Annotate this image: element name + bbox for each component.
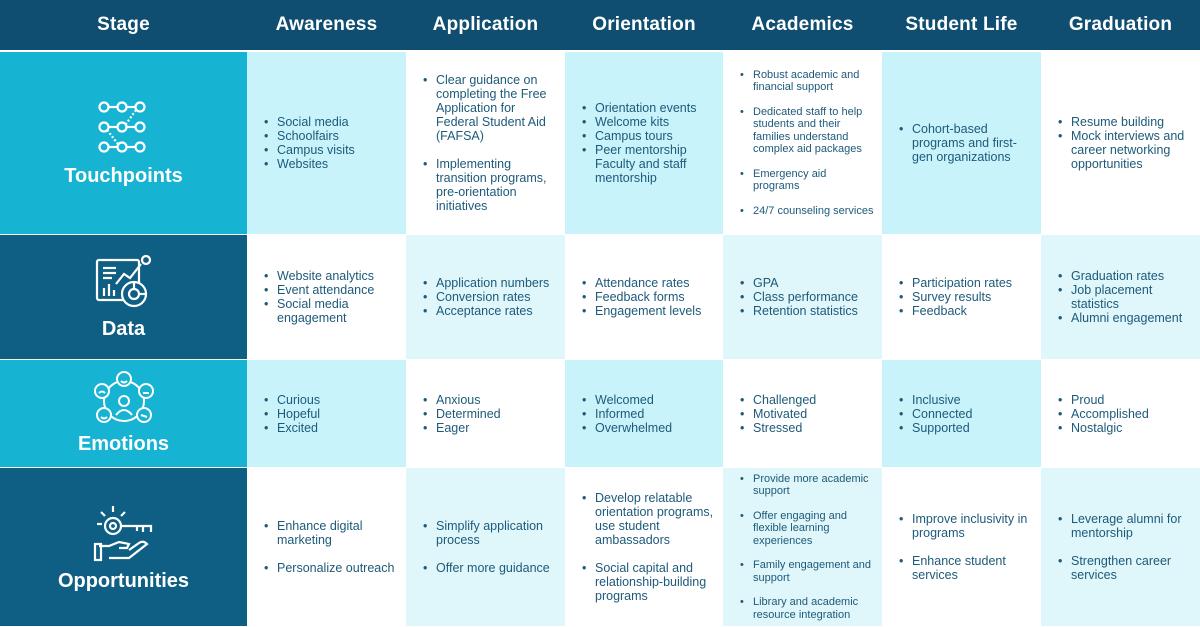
list-item: • Provide more academic support <box>753 473 874 498</box>
bullet-list <box>261 393 320 435</box>
list-item: • Acceptance rates <box>436 304 549 318</box>
cell-data-application <box>406 235 565 360</box>
bullet-list <box>261 519 398 575</box>
list-item: • Implementing transition programs, pre-orientation initiatives <box>436 157 557 213</box>
list-item: • Offer engaging and flexible learning experiences <box>753 510 874 548</box>
bullet-list <box>261 115 355 171</box>
cell-touchpoints-orientation <box>565 52 723 235</box>
cell-touchpoints-awareness <box>247 52 406 235</box>
bullet-list <box>896 393 972 435</box>
row-label: Opportunities <box>57 569 190 592</box>
cell-touchpoints-student-life <box>882 52 1041 235</box>
bullet-list <box>420 393 501 435</box>
cell-emotions-awareness <box>247 360 406 468</box>
bullet-list <box>737 69 874 218</box>
list-item: • Social capital and relationship-building programs <box>595 561 715 603</box>
cell-opportunities-awareness <box>247 468 406 627</box>
bullet-list <box>896 122 1033 164</box>
stage-header-graduation: Graduation <box>1041 0 1200 52</box>
list-item: • Social media <box>277 115 355 129</box>
stage-header-application: Application <box>406 0 565 52</box>
list-item: • Conversion rates <box>436 290 549 304</box>
stage-header: Stage <box>0 0 247 52</box>
list-item: • Welcome kits <box>595 115 715 129</box>
cell-opportunities-student-life <box>882 468 1041 627</box>
list-item: • Mock interviews and career networking opportunities <box>1071 129 1192 171</box>
list-item: • Improve inclusivity in programs <box>912 512 1033 540</box>
list-item: • Offer more guidance <box>436 561 557 575</box>
list-item: • Motivated <box>753 407 816 421</box>
list-item: • Peer mentorship Faculty and staff mentorship <box>595 143 715 185</box>
list-item: • Orientation events <box>595 101 715 115</box>
row-label: Emotions <box>77 433 170 455</box>
list-item: • Nostalgic <box>1071 421 1149 435</box>
hand-key-icon <box>93 502 155 562</box>
list-item: • Family engagement and support <box>753 559 874 584</box>
list-item: • Engagement levels <box>595 304 701 318</box>
cell-data-student-life <box>882 235 1041 360</box>
list-item: • Enhance digital marketing <box>277 519 398 547</box>
list-item: • Website analytics <box>277 269 398 283</box>
list-item: • Accomplished <box>1071 407 1149 421</box>
stage-header-orientation: Orientation <box>565 0 723 52</box>
list-item: • Challenged <box>753 393 816 407</box>
list-item: • Feedback <box>912 304 1012 318</box>
cell-emotions-application <box>406 360 565 468</box>
bullet-list <box>261 269 398 325</box>
list-item: • Anxious <box>436 393 501 407</box>
stage-header-awareness: Awareness <box>247 0 406 52</box>
list-item: • Welcomed <box>595 393 672 407</box>
list-item: • Stressed <box>753 421 816 435</box>
list-item: • Strengthen career services <box>1071 554 1192 582</box>
list-item: • Cohort-based programs and first-gen organizations <box>912 122 1033 164</box>
list-item: • Enhance student services <box>912 554 1033 582</box>
list-item: • Robust academic and financial support <box>753 69 874 94</box>
list-item: • Connected <box>912 407 972 421</box>
cell-opportunities-application <box>406 468 565 627</box>
bullet-list <box>896 512 1033 582</box>
list-item: • Campus visits <box>277 143 355 157</box>
list-item: • Application numbers <box>436 276 549 290</box>
row-header-data <box>0 235 247 360</box>
cell-emotions-academics <box>723 360 882 468</box>
cell-emotions-orientation <box>565 360 723 468</box>
list-item: • Dedicated staff to help students and their families understand complex aid packages <box>753 106 874 156</box>
row-header-opportunities <box>0 468 247 627</box>
list-item: • Curious <box>277 393 320 407</box>
bullet-list <box>420 73 557 213</box>
list-item: • Simplify application process <box>436 519 557 547</box>
cell-touchpoints-graduation <box>1041 52 1200 235</box>
row-label: Touchpoints <box>64 164 183 187</box>
list-item: • Hopeful <box>277 407 320 421</box>
analytics-dashboard-icon <box>94 254 154 310</box>
bullet-list <box>1055 115 1192 171</box>
list-item: • Feedback forms <box>595 290 701 304</box>
bullet-list <box>579 491 715 603</box>
cell-data-graduation <box>1041 235 1200 360</box>
bullet-list <box>579 276 701 318</box>
stage-header-student-life: Student Life <box>882 0 1041 52</box>
list-item: • Schoolfairs <box>277 129 355 143</box>
bullet-list <box>896 276 1012 318</box>
list-item: • Develop relatable orientation programs, use student ambassadors <box>595 491 715 547</box>
list-item: • Attendance rates <box>595 276 701 290</box>
row-label: Data <box>101 317 146 340</box>
list-item: • Clear guidance on completing the Free Application for Federal Student Aid (FAFSA) <box>436 73 557 143</box>
list-item: • Survey results <box>912 290 1012 304</box>
cell-emotions-graduation <box>1041 360 1200 468</box>
list-item: • Graduation rates <box>1071 269 1192 283</box>
list-item: • Campus tours <box>595 129 715 143</box>
bullet-list <box>579 101 715 185</box>
cell-data-academics <box>723 235 882 360</box>
list-item: • Social media engagement <box>277 297 398 325</box>
list-item: • Personalize outreach <box>277 561 398 575</box>
cell-emotions-student-life <box>882 360 1041 468</box>
cell-opportunities-graduation <box>1041 468 1200 627</box>
list-item: • Participation rates <box>912 276 1012 290</box>
list-item: • Excited <box>277 421 320 435</box>
list-item: • 24/7 counseling services <box>753 205 874 218</box>
list-item: • Supported <box>912 421 972 435</box>
list-item: • Proud <box>1071 393 1149 407</box>
list-item: • Determined <box>436 407 501 421</box>
bullet-list <box>1055 512 1192 582</box>
row-header-touchpoints <box>0 52 247 235</box>
cell-data-awareness <box>247 235 406 360</box>
bullet-list <box>737 276 858 318</box>
bullet-list <box>737 393 816 435</box>
list-item: • Class performance <box>753 290 858 304</box>
list-item: • Retention statistics <box>753 304 858 318</box>
cell-opportunities-orientation <box>565 468 723 627</box>
list-item: • Library and academic resource integration <box>753 596 874 621</box>
list-item: • Overwhelmed <box>595 421 672 435</box>
list-item: • GPA <box>753 276 858 290</box>
cell-touchpoints-application <box>406 52 565 235</box>
list-item: • Eager <box>436 421 501 435</box>
bullet-list <box>737 473 874 622</box>
list-item: • Resume building <box>1071 115 1192 129</box>
list-item: • Informed <box>595 407 672 421</box>
emotion-faces-icon <box>92 371 156 425</box>
bullet-list <box>1055 269 1192 325</box>
bullet-list <box>579 393 672 435</box>
cell-touchpoints-academics <box>723 52 882 235</box>
list-item: • Leverage alumni for mentorship <box>1071 512 1192 540</box>
bullet-list <box>1055 393 1149 435</box>
stage-header-academics: Academics <box>723 0 882 52</box>
list-item: • Job placement statistics <box>1071 283 1192 311</box>
bullet-list <box>420 276 549 318</box>
list-item: • Emergency aid programs <box>753 168 874 193</box>
network-nodes-icon <box>96 99 152 157</box>
cell-opportunities-academics <box>723 468 882 627</box>
bullet-list <box>420 519 557 575</box>
cell-data-orientation <box>565 235 723 360</box>
list-item: • Inclusive <box>912 393 972 407</box>
list-item: • Alumni engagement <box>1071 311 1192 325</box>
list-item: • Websites <box>277 157 355 171</box>
list-item: • Event attendance <box>277 283 398 297</box>
row-header-emotions <box>0 360 247 468</box>
